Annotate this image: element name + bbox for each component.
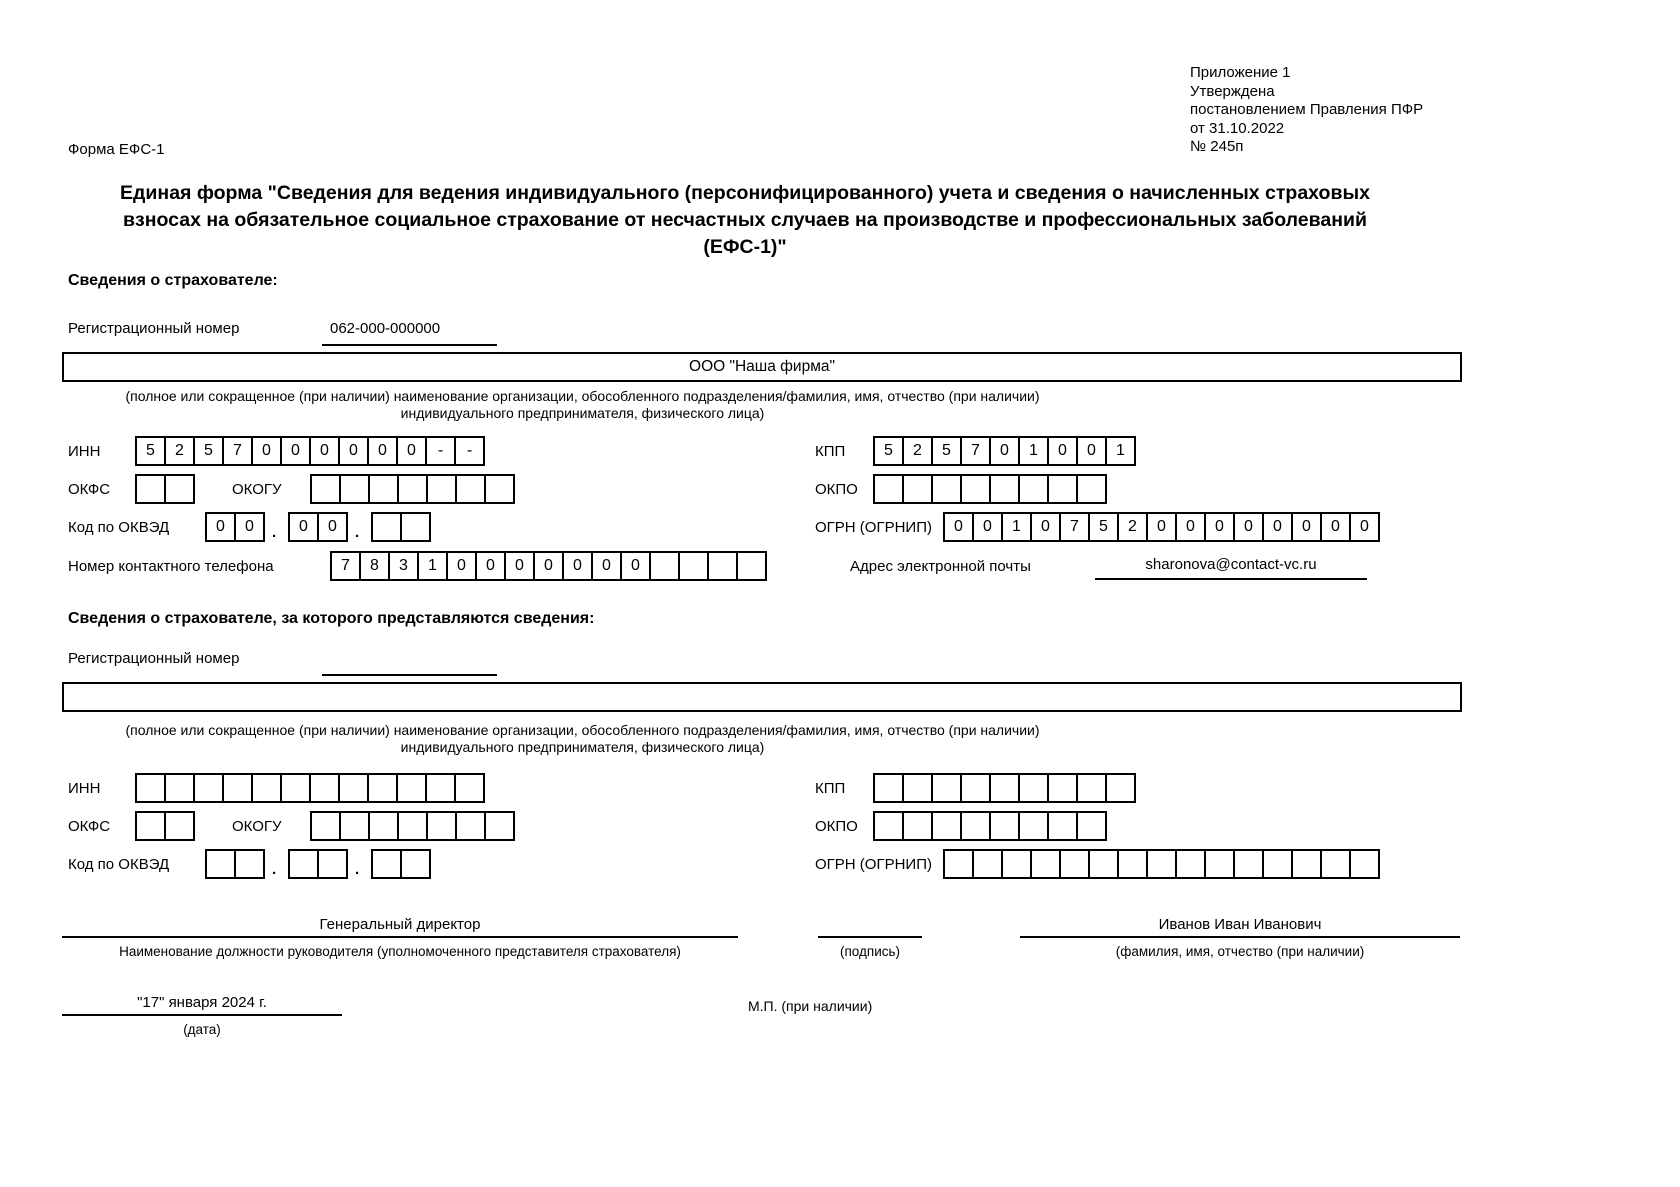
form-cell: 0 bbox=[317, 512, 348, 542]
form-cell: 0 bbox=[205, 512, 236, 542]
reg-number-label-2: Регистрационный номер bbox=[68, 650, 240, 667]
ogrn-cells bbox=[943, 512, 1380, 542]
email-field: sharonova@contact-vc.ru bbox=[1095, 552, 1367, 580]
okved-separator: . bbox=[355, 861, 360, 878]
form-code: Форма ЕФС-1 bbox=[68, 141, 165, 158]
form-cell: 0 bbox=[972, 512, 1003, 542]
form-title-line: взносах на обязательное социальное страхование от несчастных случаев на производстве и профессиональных заболеваний bbox=[123, 209, 1367, 231]
form-cell: 0 bbox=[1262, 512, 1293, 542]
okfs-label-2: ОКФС bbox=[68, 818, 111, 835]
org-name-caption: (полное или сокращенное (при наличии) наименование организации, обособленного подразделения/фамилия, имя, отчество (при наличии) индивидуального предпринимателя, физического лица) bbox=[125, 388, 1040, 421]
form-cell: 1 bbox=[417, 551, 448, 581]
approval-line: № 245п bbox=[1190, 138, 1244, 155]
ogrn-cells-2 bbox=[943, 849, 1380, 879]
kpp-cells bbox=[873, 436, 1136, 466]
form-cell: 0 bbox=[1204, 512, 1235, 542]
inn-cells-2 bbox=[135, 773, 485, 803]
reg-number-field: 062-000-000000 bbox=[322, 318, 497, 346]
form-cell: 0 bbox=[504, 551, 535, 581]
form-cell bbox=[367, 773, 398, 803]
form-cell: 0 bbox=[446, 551, 477, 581]
full-name-field: Иванов Иван Иванович bbox=[1020, 914, 1460, 938]
form-cell bbox=[339, 811, 370, 841]
form-cell bbox=[339, 474, 370, 504]
form-cell: 5 bbox=[193, 436, 224, 466]
form-cell bbox=[1030, 849, 1061, 879]
form-cell bbox=[397, 811, 428, 841]
form-cell bbox=[989, 773, 1020, 803]
form-cell: 1 bbox=[1018, 436, 1049, 466]
ogrn-label: ОГРН (ОГРНИП) bbox=[815, 519, 932, 536]
okogu-cells bbox=[310, 474, 515, 504]
form-cell: 0 bbox=[280, 436, 311, 466]
org-name-caption-2: (полное или сокращенное (при наличии) наименование организации, обособленного подразделения/фамилия, имя, отчество (при наличии) индивидуального предпринимателя, физического лица) bbox=[125, 722, 1040, 755]
form-cell bbox=[1018, 474, 1049, 504]
form-cell bbox=[902, 474, 933, 504]
form-cell bbox=[649, 551, 680, 581]
form-cell bbox=[397, 474, 428, 504]
form-cell: 0 bbox=[288, 512, 319, 542]
okfs-cells bbox=[135, 474, 195, 504]
form-cell bbox=[960, 474, 991, 504]
form-title-line: (ЕФС-1)" bbox=[703, 236, 787, 258]
okfs-cells-2 bbox=[135, 811, 195, 841]
form-cell bbox=[736, 551, 767, 581]
form-cell bbox=[164, 773, 195, 803]
okpo-cells-2 bbox=[873, 811, 1107, 841]
form-cell bbox=[400, 512, 431, 542]
form-cell: 7 bbox=[330, 551, 361, 581]
form-cell: 5 bbox=[1088, 512, 1119, 542]
form-cell bbox=[1175, 849, 1206, 879]
form-cell bbox=[931, 474, 962, 504]
form-cell bbox=[902, 811, 933, 841]
form-cell: 0 bbox=[309, 436, 340, 466]
okved-group2-cells-2 bbox=[288, 849, 348, 879]
okved-group1-cells-2 bbox=[205, 849, 265, 879]
form-cell bbox=[873, 811, 904, 841]
form-cell: - bbox=[425, 436, 456, 466]
form-cell bbox=[1262, 849, 1293, 879]
form-cell bbox=[455, 474, 486, 504]
form-title bbox=[60, 180, 1430, 261]
form-cell: 0 bbox=[234, 512, 265, 542]
form-cell bbox=[280, 773, 311, 803]
form-cell: 5 bbox=[135, 436, 166, 466]
signature-field bbox=[818, 914, 922, 938]
form-title-line: Единая форма "Сведения для ведения индивидуального (персонифицированного) учета и сведения о начисленных страховых bbox=[120, 182, 1370, 204]
form-cell bbox=[425, 773, 456, 803]
insurer-section-heading: Сведения о страхователе: bbox=[68, 272, 278, 289]
okfs-label: ОКФС bbox=[68, 481, 111, 498]
date-field: "17" января 2024 г. bbox=[62, 992, 342, 1016]
form-cell bbox=[164, 474, 195, 504]
form-cell: 0 bbox=[1175, 512, 1206, 542]
form-cell: 8 bbox=[359, 551, 390, 581]
form-cell bbox=[400, 849, 431, 879]
form-cell bbox=[873, 474, 904, 504]
form-cell: 0 bbox=[367, 436, 398, 466]
okogu-label: ОКОГУ bbox=[232, 481, 282, 498]
okogu-label-2: ОКОГУ bbox=[232, 818, 282, 835]
okved-group3-cells-2 bbox=[371, 849, 431, 879]
approval-block bbox=[1190, 64, 1423, 157]
form-cell bbox=[960, 773, 991, 803]
form-cell: 7 bbox=[960, 436, 991, 466]
form-cell bbox=[317, 849, 348, 879]
form-cell bbox=[310, 811, 341, 841]
approval-line: Приложение 1 bbox=[1190, 64, 1291, 81]
kpp-cells-2 bbox=[873, 773, 1136, 803]
okogu-cells-2 bbox=[310, 811, 515, 841]
form-cell bbox=[426, 811, 457, 841]
org-name-field: ООО "Наша фирма" bbox=[62, 352, 1462, 382]
form-cell bbox=[310, 474, 341, 504]
form-cell bbox=[989, 474, 1020, 504]
position-field: Генеральный директор bbox=[62, 914, 738, 938]
form-cell: 0 bbox=[989, 436, 1020, 466]
form-cell: 0 bbox=[396, 436, 427, 466]
form-cell bbox=[1076, 811, 1107, 841]
form-cell: 0 bbox=[1047, 436, 1078, 466]
form-cell: 2 bbox=[902, 436, 933, 466]
form-cell bbox=[989, 811, 1020, 841]
form-cell: 0 bbox=[1076, 436, 1107, 466]
form-cell bbox=[371, 849, 402, 879]
org-name-field-2 bbox=[62, 682, 1462, 712]
okpo-label: ОКПО bbox=[815, 481, 858, 498]
form-cell bbox=[972, 849, 1003, 879]
form-cell bbox=[931, 773, 962, 803]
kpp-label: КПП bbox=[815, 443, 846, 460]
form-cell bbox=[1117, 849, 1148, 879]
form-cell bbox=[234, 849, 265, 879]
inn-cells bbox=[135, 436, 485, 466]
form-cell bbox=[1146, 849, 1177, 879]
form-cell bbox=[1047, 474, 1078, 504]
represented-insurer-section-heading: Сведения о страхователе, за которого представляются сведения: bbox=[68, 610, 595, 627]
form-cell bbox=[135, 811, 166, 841]
form-cell: 0 bbox=[620, 551, 651, 581]
form-cell bbox=[1088, 849, 1119, 879]
ogrn-label-2: ОГРН (ОГРНИП) bbox=[815, 856, 932, 873]
form-cell: 0 bbox=[338, 436, 369, 466]
form-cell bbox=[1018, 773, 1049, 803]
okved-group1-cells bbox=[205, 512, 265, 542]
email-label: Адрес электронной почты bbox=[850, 558, 1031, 575]
form-cell bbox=[1047, 811, 1078, 841]
form-cell: 0 bbox=[1291, 512, 1322, 542]
form-cell: 2 bbox=[1117, 512, 1148, 542]
form-cell bbox=[288, 849, 319, 879]
form-cell bbox=[1291, 849, 1322, 879]
okved-separator: . bbox=[355, 524, 360, 541]
form-cell: 2 bbox=[164, 436, 195, 466]
inn-label: ИНН bbox=[68, 443, 101, 460]
form-cell: 7 bbox=[222, 436, 253, 466]
okpo-label-2: ОКПО bbox=[815, 818, 858, 835]
form-cell bbox=[1018, 811, 1049, 841]
form-cell bbox=[1047, 773, 1078, 803]
form-cell bbox=[1233, 849, 1264, 879]
form-cell: 0 bbox=[562, 551, 593, 581]
form-cell: 5 bbox=[931, 436, 962, 466]
form-cell bbox=[1001, 849, 1032, 879]
form-cell bbox=[193, 773, 224, 803]
okved-separator: . bbox=[272, 861, 277, 878]
form-cell bbox=[707, 551, 738, 581]
form-cell bbox=[1105, 773, 1136, 803]
phone-label: Номер контактного телефона bbox=[68, 558, 274, 575]
form-cell: 0 bbox=[1146, 512, 1177, 542]
reg-number-label: Регистрационный номер bbox=[68, 320, 240, 337]
inn-label-2: ИНН bbox=[68, 780, 101, 797]
okved-group3-cells bbox=[371, 512, 431, 542]
form-cell: - bbox=[454, 436, 485, 466]
form-cell: 7 bbox=[1059, 512, 1090, 542]
form-cell bbox=[1320, 849, 1351, 879]
phone-cells bbox=[330, 551, 767, 581]
form-cell: 0 bbox=[591, 551, 622, 581]
form-cell bbox=[135, 474, 166, 504]
form-cell bbox=[902, 773, 933, 803]
form-cell: 0 bbox=[475, 551, 506, 581]
form-cell: 1 bbox=[1001, 512, 1032, 542]
form-cell bbox=[205, 849, 236, 879]
form-cell bbox=[396, 773, 427, 803]
form-cell bbox=[960, 811, 991, 841]
form-cell bbox=[368, 474, 399, 504]
okved-group2-cells bbox=[288, 512, 348, 542]
form-cell bbox=[678, 551, 709, 581]
form-cell bbox=[1076, 474, 1107, 504]
okved-label: Код по ОКВЭД bbox=[68, 519, 170, 536]
approval-line: постановлением Правления ПФР bbox=[1190, 101, 1424, 118]
form-cell bbox=[931, 811, 962, 841]
reg-number-field-2 bbox=[322, 648, 497, 676]
form-cell: 0 bbox=[251, 436, 282, 466]
form-cell: 5 bbox=[873, 436, 904, 466]
form-cell bbox=[484, 811, 515, 841]
okved-label-2: Код по ОКВЭД bbox=[68, 856, 170, 873]
form-cell: 0 bbox=[1320, 512, 1351, 542]
form-cell: 3 bbox=[388, 551, 419, 581]
form-cell bbox=[455, 811, 486, 841]
form-cell bbox=[484, 474, 515, 504]
position-caption: Наименование должности руководителя (уполномоченного представителя страхователя) bbox=[119, 944, 681, 959]
form-cell: 1 bbox=[1105, 436, 1136, 466]
form-cell bbox=[873, 773, 904, 803]
okpo-cells bbox=[873, 474, 1107, 504]
form-cell bbox=[135, 773, 166, 803]
date-caption: (дата) bbox=[183, 1022, 221, 1037]
form-cell bbox=[1059, 849, 1090, 879]
stamp-note: М.П. (при наличии) bbox=[748, 998, 873, 1014]
form-cell bbox=[338, 773, 369, 803]
form-cell bbox=[251, 773, 282, 803]
form-cell: 0 bbox=[1349, 512, 1380, 542]
full-name-caption: (фамилия, имя, отчество (при наличии) bbox=[1115, 944, 1365, 959]
form-cell bbox=[454, 773, 485, 803]
form-cell bbox=[1076, 773, 1107, 803]
form-cell: 0 bbox=[533, 551, 564, 581]
approval-line: Утверждена bbox=[1190, 82, 1275, 100]
kpp-label-2: КПП bbox=[815, 780, 846, 797]
form-cell bbox=[368, 811, 399, 841]
okved-separator: . bbox=[272, 524, 277, 541]
form-cell: 0 bbox=[1030, 512, 1061, 542]
form-cell bbox=[1349, 849, 1380, 879]
form-cell: 0 bbox=[1233, 512, 1264, 542]
form-cell bbox=[426, 474, 457, 504]
form-cell bbox=[222, 773, 253, 803]
form-cell: 0 bbox=[943, 512, 974, 542]
form-cell bbox=[164, 811, 195, 841]
approval-line: от 31.10.2022 bbox=[1190, 119, 1285, 137]
form-cell bbox=[943, 849, 974, 879]
form-cell bbox=[371, 512, 402, 542]
form-cell bbox=[1204, 849, 1235, 879]
signature-caption: (подпись) bbox=[839, 944, 901, 959]
form-cell bbox=[309, 773, 340, 803]
